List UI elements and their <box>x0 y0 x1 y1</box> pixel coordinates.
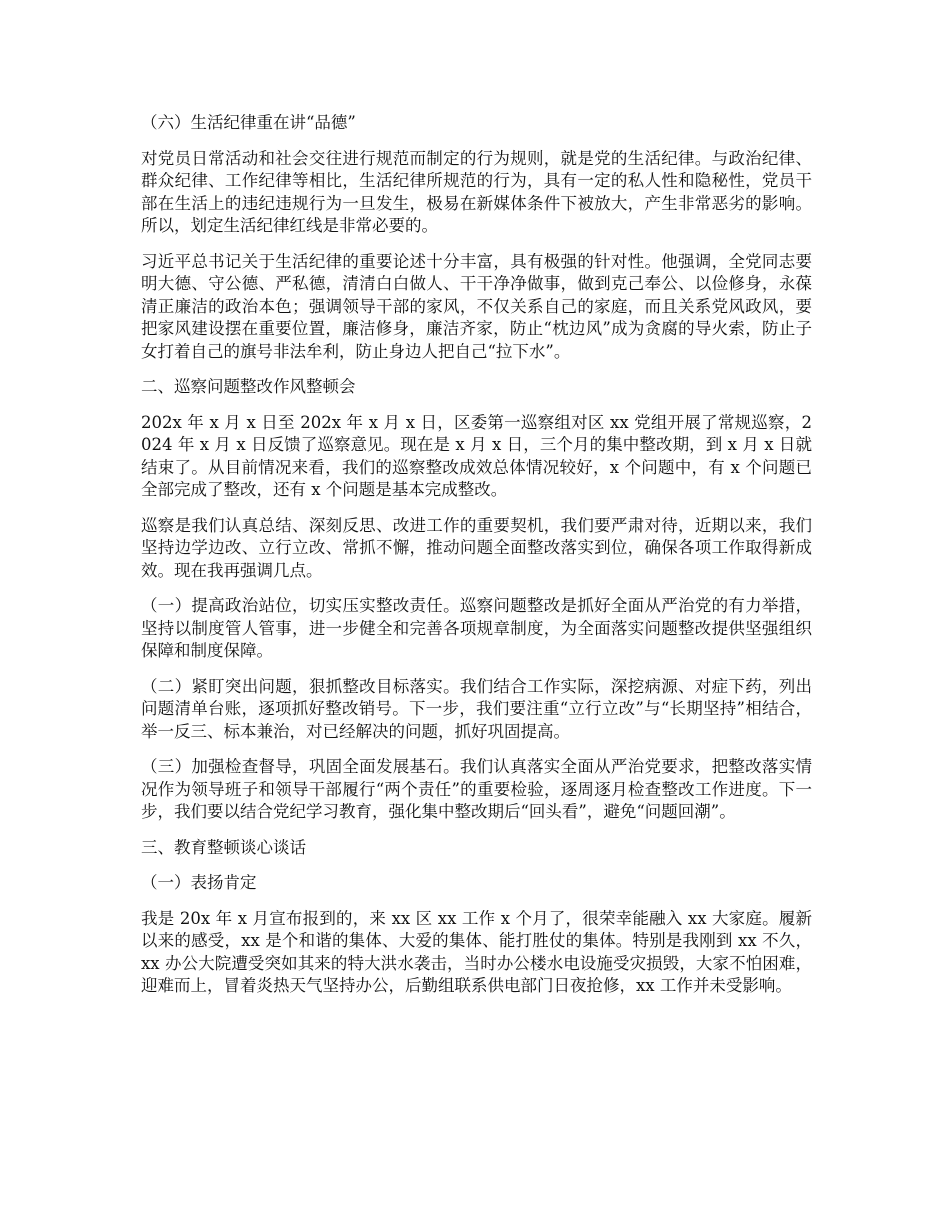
subsection-heading-praise: （一）表扬肯定 <box>141 873 257 892</box>
document-page <box>141 112 812 1011</box>
paragraph-praise: 我是 20x 年 x 月宣布报到的，来 xx 区 xx 工作 x 个月了，很荣幸能融入 xx 大家庭。履新以来的感受，xx 是个和谐的集体、大爱的集体、能打胜仗的集体。特别是我刚到 xx 不久，xx 办公大院遭受突如其来的特大洪水袭击，当时办公楼水电设施受灾损毁，大家不怕困难，迎难而上，冒着炎热天气坚持办公，后勤组联系供电部门日夜抢修，xx 工作并未受影响。 <box>141 908 812 995</box>
paragraph-point-one: （一）提高政治站位，切实压实整改责任。巡察问题整改是抓好全面从严治党的有力举措，坚持以制度管人管事，进一步健全和完善各项规章制度，为全面落实问题整改提供坚强组织保障和制度保障。 <box>141 596 812 660</box>
paragraph-lifestyle-discipline-remarks: 习近平总书记关于生活纪律的重要论述十分丰富，具有极强的针对性。他强调，全党同志要明大德、守公德、严私德，清清白白做人、干干净净做事，做到克己奉公、以俭修身，永葆清正廉洁的政治本色；强调领导干部的家风，不仅关系自己的家庭，而且关系党风政风，要把家风建设摆在重要位置，廉洁修身，廉洁齐家，防止“枕边风”成为贪腐的导火索，防止子女打着自己的旗号非法牟利，防止身边人把自己“拉下水”。 <box>141 251 812 361</box>
section-heading-lifestyle-discipline: （六）生活纪律重在讲“品德” <box>141 113 356 132</box>
paragraph-point-two: （二）紧盯突出问题，狠抓整改目标落实。我们结合工作实际，深挖病源、对症下药，列出问题清单台账，逐项抓好整改销号。下一步，我们要注重“立行立改”与“长期坚持”相结合，举一反三、标本兼治，对已经解决的问题，抓好巩固提高。 <box>141 676 812 741</box>
section-heading-inspection-rectification: 二、巡察问题整改作风整顿会 <box>141 377 356 396</box>
section-heading-education-talk: 三、教育整顿谈心谈话 <box>141 837 306 857</box>
paragraph-inspection-opportunity: 巡察是我们认真总结、深刻反思、改进工作的重要契机，我们要严肃对待，近期以来，我们坚持边学边改、立行立改、常抓不懈，推动问题全面整改落实到位，确保各项工作取得新成效。现在我再强调几点。 <box>141 515 812 580</box>
paragraph-lifestyle-discipline-definition: 对党员日常活动和社会交往进行规范而制定的行为规则，就是党的生活纪律。与政治纪律、群众纪律、工作纪律等相比，生活纪律所规范的行为，具有一定的私人性和隐秘性，党员干部在生活上的违纪违规行为一旦发生，极易在新媒体条件下被放大，产生非常恶劣的影响。所以，划定生活纪律红线是非常必要的。 <box>141 148 812 235</box>
paragraph-inspection-status: 202x 年 x 月 x 日至 202x 年 x 月 x 日，区委第一巡察组对区 xx 党组开展了常规巡察，2024 年 x 月 x 日反馈了巡察意见。现在是 x 月 x 日，三个月的集中整改期，到 x 月 x 日就结束了。从目前情况来看，我们的巡察整改成效总体情况较好，x 个问题中，有 x 个问题已全部完成了整改，还有 x 个问题是基本完成整改。 <box>141 412 812 499</box>
paragraph-point-three: （三）加强检查督导，巩固全面发展基石。我们认真落实全面从严治党要求，把整改落实情况作为领导班子和领导干部履行“两个责任”的重要检验，逐周逐月检查整改工作进度。下一步，我们要以结合党纪学习教育，强化集中整改期后“回头看”，避免“问题回潮”。 <box>141 757 812 821</box>
